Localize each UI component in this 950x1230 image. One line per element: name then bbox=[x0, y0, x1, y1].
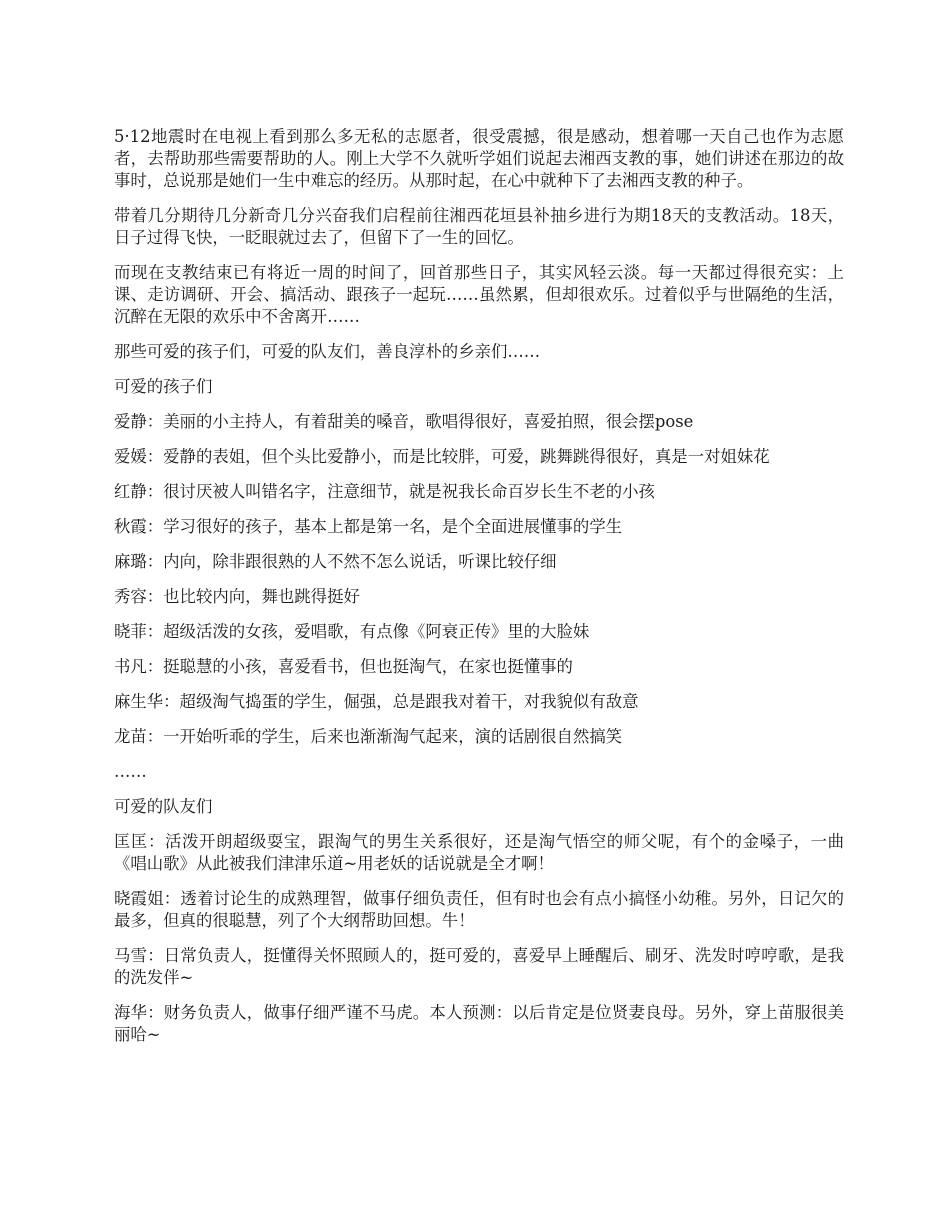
teammate-entry: 晓霞姐：透着讨论生的成熟理智，做事仔细负责任，但有时也会有点小搞怪小幼稚。另外，日记欠的最多，但真的很聪慧，列了个大纲帮助回想。牛！ bbox=[114, 889, 844, 930]
section-heading-teammates: 可爱的队友们 bbox=[114, 797, 213, 816]
section-heading-children: 可爱的孩子们 bbox=[114, 377, 213, 396]
teammate-entry: 马雪：日常负责人，挺懂得关怀照顾人的，挺可爱的，喜爱早上睡醒后、刷牙、洗发时哼哼歌，是我的洗发伴~ bbox=[114, 946, 844, 987]
child-entry: 秀容：也比较内向，舞也跳得挺好 bbox=[114, 587, 360, 606]
child-entry: 爱媛：爱静的表姐，但个头比爱静小，而是比较胖，可爱，跳舞跳得很好，真是一对姐妹花 bbox=[114, 447, 770, 466]
child-entry: 晓菲：超级活泼的女孩，爱唱歌，有点像《阿衰正传》里的大脸妹 bbox=[114, 622, 590, 641]
child-entry: 麻璐：内向，除非跟很熟的人不然不怎么说话，听课比较仔细 bbox=[114, 552, 557, 571]
teammate-entry: 匡匡：活泼开朗超级耍宝，跟淘气的男生关系很好，还是淘气悟空的师父呢，有个的金嗓子，一曲《唱山歌》从此被我们津津乐道~用老妖的话说就是全才啊！ bbox=[114, 832, 844, 873]
people-paragraph: 那些可爱的孩子们，可爱的队友们，善良淳朴的乡亲们…… bbox=[114, 342, 541, 361]
child-entry: 龙苗：一开始听乖的学生，后来也渐渐淘气起来，演的话剧很自然搞笑 bbox=[114, 727, 623, 746]
journey-paragraph: 带着几分期待几分新奇几分兴奋我们启程前往湘西花垣县补抽乡进行为期18天的支教活动。18天，日子过得飞快，一眨眼就过去了，但留下了一生的回忆。 bbox=[114, 206, 844, 247]
child-entry: 红静：很讨厌被人叫错名字，注意细节，就是祝我长命百岁长生不老的小孩 bbox=[114, 482, 655, 501]
child-entry: 秋霞：学习很好的孩子，基本上都是第一名，是个全面进展懂事的学生 bbox=[114, 517, 623, 536]
ellipsis-line: …… bbox=[114, 762, 147, 781]
child-entry: 爱静：美丽的小主持人，有着甜美的嗓音，歌唱得很好，喜爱拍照，很会摆pose bbox=[114, 412, 694, 431]
teammate-entry: 海华：财务负责人，做事仔细严谨不马虎。本人预测：以后肯定是位贤妻良母。另外，穿上苗服很美丽哈~ bbox=[114, 1003, 844, 1044]
child-entry: 书凡：挺聪慧的小孩，喜爱看书，但也挺淘气，在家也挺懂事的 bbox=[114, 657, 573, 676]
reflection-paragraph: 而现在支教结束已有将近一周的时间了，回首那些日子，其实风轻云淡。每一天都过得很充实：上课、走访调研、开会、搞活动、跟孩子一起玩……虽然累，但却很欢乐。过着似乎与世隔绝的生活，沉醉在无限的欢乐中不舍离开…… bbox=[114, 263, 844, 326]
intro-paragraph: 5·12地震时在电视上看到那么多无私的志愿者，很受震撼，很是感动，想着哪一天自己也作为志愿者，去帮助那些需要帮助的人。刚上大学不久就听学姐们说起去湘西支教的事，她们讲述在那边的故事时，总说那是她们一生中难忘的经历。从那时起，在心中就种下了去湘西支教的种子。 bbox=[114, 127, 844, 190]
document-body bbox=[114, 126, 844, 1059]
child-entry: 麻生华：超级淘气捣蛋的学生，倔强，总是跟我对着干，对我貌似有敌意 bbox=[114, 692, 639, 711]
